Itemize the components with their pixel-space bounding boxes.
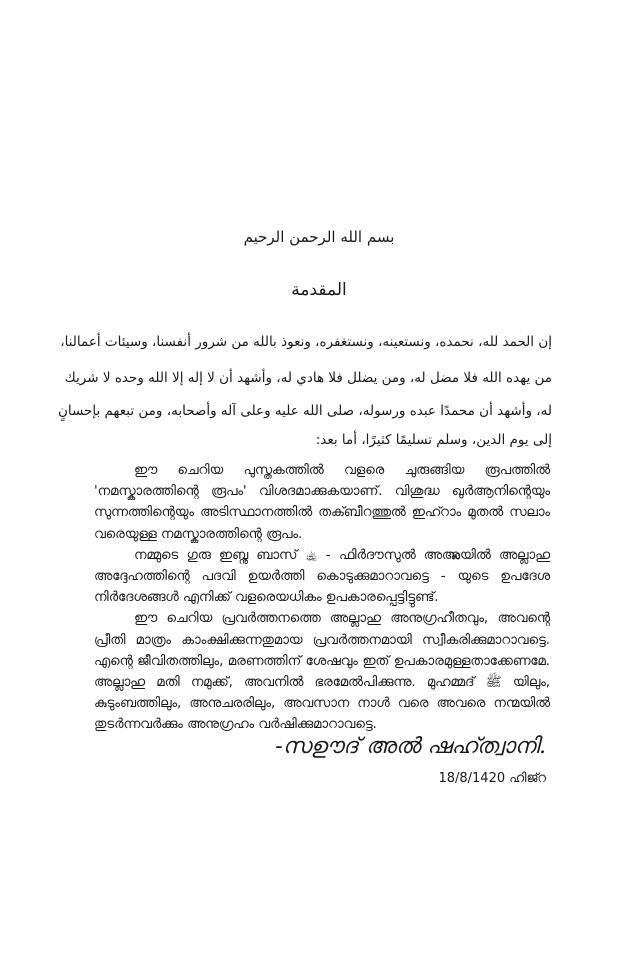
arabic-line-2: من يهده الله فلا مضل له، ومن يضلل فلا هادي له، وأشهد أن لا إله إلا الله وحده لا شريك: [64, 370, 552, 386]
page-title: المقدمة: [291, 280, 347, 300]
date-line: 18/8/1420 ഹിജ്റ: [438, 771, 546, 786]
paragraph-3: ഈ ചെറിയ പ്രവർത്തനത്തെ അല്ലാഹു അനുഗ്രഹീതവും, അവന്റെ പ്രീതി മാത്രം കാംക്ഷിക്കുന്നതുമായ പ്രവർത്തനമായി സ്വീകരിക്കുമാറാവട്ടെ. എന്റെ ജീവിതത്തിലും, മരണത്തിന് ശേഷവും ഇത് ഉപകാരമുള്ളതാക്കേണമേ. അല്ലാഹു മതി നമുക്ക്, അവനിൽ ഭരമേൽപിക്കുന്നു. മുഹമ്മദ് ﷺ യിലും, കുടുംബത്തിലും, അനുചരരിലും, അവസാന നാൾ വരെ അവരെ നന്മയിൽ തുടർന്നവർക്കും അനുഗ്രഹം വർഷിക്കുമാറാവട്ടെ.: [94, 611, 550, 733]
arabic-line-1: إن الحمد لله، نحمده، ونستعينه، ونستغفره، ونعوذ بالله من شرور أنفسنا، وسيئات أعمالنا،: [60, 334, 552, 350]
basmala: بسم الله الرحمن الرحيم: [243, 228, 395, 246]
malayalam-body: [94, 460, 550, 736]
author-signature: -സഊദ് അൽ ഷഹ്ത്വാനി.: [275, 734, 546, 759]
arabic-line-4: إلى يوم الدين، وسلم تسليمًا كثيرًا، أما بعد:: [315, 432, 552, 448]
arabic-line-3: له، وأشهد أن محمدًا عبده ورسوله، صلى الله عليه وعلى آله وأصحابه، ومن تبعهم بإحسانٍ: [57, 403, 552, 419]
paragraph-2: നമ്മുടെ ഗുരു ഇബ്നു ബാസ് ﵀ - ഫിർദൗസുൽ അഅ്ലയിൽ അല്ലാഹു അദ്ദേഹത്തിന്റെ പദവി ഉയർത്തി കൊടുക്കുമാറാവട്ടെ - യുടെ ഉപദേശ നിർദേശങ്ങൾ എനിക്ക് വളരെയധികം ഉപകാരപ്പെട്ടിട്ടുണ്ട്.: [94, 547, 550, 606]
paragraph-1: ഈ ചെറിയ പുസ്തകത്തിൽ വളരെ ചുരുങ്ങിയ രൂപത്തിൽ 'നമസ്കാരത്തിന്റെ രൂപം' വിശദമാക്കുകയാണ്. വിശുദ്ധ ഖുർആനിന്റെയും സുന്നത്തിന്റെയും അടിസ്ഥാനത്തിൽ തക്ബീറത്തുൽ ഇഹ്റാം മുതൽ സലാം വരെയുള്ള നമസ്കാരത്തിന്റെ രൂപം.: [94, 463, 550, 542]
